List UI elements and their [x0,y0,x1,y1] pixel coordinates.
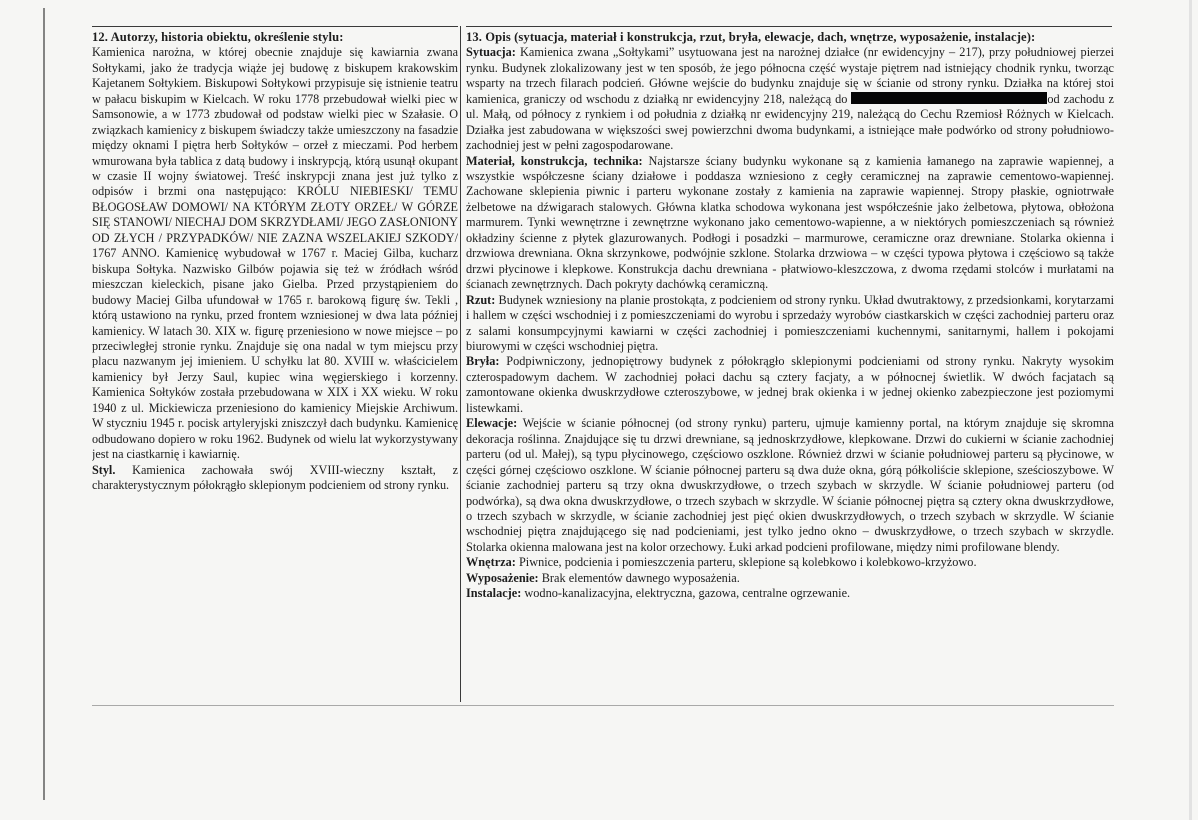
wyposazenie-text: Brak elementów dawnego wyposażenia. [541,570,740,585]
column-top-rule [92,26,458,27]
elewacje-paragraph [466,416,1114,555]
sytuacja-text-2: od zachodu z ul. Małą, od północy z rynkiem i od południa z działką nr ewidencyjny 219, należącą do Cechu Rzemiosł Różnych w Kielcach. Działka jest zabudowana w większości swej powierzchni dwoma budynkami, a istniejące małe podwórko od strony południowo-zachodniej jest w pełni zagospodarowane. [466,91,1114,153]
section-13-column [466,26,1114,706]
wnetrza-label: Wnętrza: [466,555,516,570]
bryla-label: Bryła: [466,354,500,369]
column-divider [460,26,461,702]
history-paragraph [92,45,458,462]
document-sheet [92,26,1114,706]
instalacje-label: Instalacje: [466,586,522,601]
sytuacja-text-1: Kamienica zwana „Sołtykami” usytuowana jest na narożnej działce (nr ewidencyjny – 217), przy południowej pierzei rynku. Budynek zlokalizowany jest w ten sposób, że jego północna część wystaje piętrem nad istniejący chodnik rynku, tworząc wsparty na trzech filarach podcień. Główne wejście do budynku znajduje się w ścianie od strony rynku. Działka na której stoi kamienica, graniczy od wschodu z działką nr ewidencyjny 218, należącą do [466,45,1114,106]
wnetrza-paragraph [466,555,1114,570]
instalacje-text: wodno-kanalizacyjna, elektryczna, gazowa, centralne ogrzewanie. [524,586,851,601]
section-12-column [92,26,458,706]
elewacje-label: Elewacje: [466,416,518,431]
rzut-label: Rzut: [466,292,496,307]
scan-edge-left [43,8,45,800]
scan-edge-right [1189,0,1192,820]
style-text: Kamienica zachowała swój XVIII-wieczny kształt, z charakterystycznym półokrągło sklepionym podcieniem od strony rynku. [92,462,458,493]
bryla-text: Podpiwniczony, jednopiętrowy budynek z półokrągło sklepionymi podcieniami od strony rynku. Nakryty wysokim czterospadowym dachem. W zachodniej połaci dachu są cztery facjaty, a w północnej świetlik. W dwóch facjatach są zamontowane okienka dwuskrzydłowe czteroszybowe, w jednej brak okienka i w jednej okienko zabezpieczone jest poziomymi listewkami. [466,354,1114,415]
style-label: Styl. [92,462,116,477]
bryla-paragraph [466,354,1114,416]
wyposazenie-label: Wyposażenie: [466,570,539,585]
sytuacja-label: Sytuacja: [466,45,516,60]
redaction-bar [851,92,1047,104]
bottom-rule [92,705,1114,706]
wyposazenie-paragraph [466,571,1114,586]
material-paragraph [466,154,1114,293]
wnetrza-text: Piwnice, podcienia i pomieszczenia parteru, sklepione są kolebkowo i kolebkowo-krzyżowo. [518,555,977,570]
elewacje-text: Wejście w ścianie północnej (od strony rynku) parteru, ujmuje kamienny portal, na którym znajduje się skromna dekoracja roślinna. Znajdujące się tu drzwi drewniane, są jednoskrzydłowe, klepkowane. Drzwi do cukierni w ścianie zachodniej parteru (od ul. Małej), są typu płycinowego, częściowo oszklone. Również drzwi w ścianie południowej parteru są płycinowe, w części górnej częściowo oszklone. W ścianie północnej parteru są dwa duże okna, górą półkoliście sklepione, sześcioszybowe. W ścianie zachodniej parteru są trzy okna dwuskrzydłowe, o trzech szybach w skrzydle. W ścianie południowej parteru (od podwórka), są dwa okna dwuskrzydłowe, o trzech szybach w skrzydle. W ścianie północnej piętra są cztery okna dwuskrzydłowe, o trzech szybach w skrzydle, w ścianie zachodniej jest pięć okien dwuskrzydłowych, o trzech szybach w skrzydle. W ścianie wschodniej piętra znajdującego się nad podcieniami, jest tylko jedno okno – dwuskrzydłowe, o trzech szybach w skrzydle. Stolarka okienna malowana jest na kolor orzechowy. Łuki arkad podcieni profilowane, między nimi profilowane blendy. [466,416,1114,554]
section-12-heading: 12. Autorzy, historia obiektu, określenie stylu: [92,30,344,44]
sytuacja-paragraph [466,45,1114,153]
material-text: Najstarsze ściany budynku wykonane są z kamienia łamanego na zaprawie wapiennej, a wszystkie współczesne ściany działowe i poddasza wzniesiono z cegły ceramicznej na zaprawie cementowo-wapiennej. Zachowane sklepienia piwnic i parteru wykonane zostały z kamienia na zaprawie wapiennej. Stropy płaskie, ogniotrwałe żelbetowe na dźwigarach stalowych. Główna klatka schodowa wykonana jest współcześnie jako żelbetowa, płytowa, obłożona marmurem. Tynki wewnętrzne i zewnętrzne wykonano jako cementowo-wapienne, a w niektórych pomieszczeniach są również okładziny ścienne z płytek glazurowanych. Podłogi i posadzki – marmurowe, ceramiczne oraz drewniane. Stolarka okienna i drzwiowa drewniana. Okna skrzynkowe, podwójnie szklone. Stolarka drzwiowa – w części typowa płytowa i częściowo są także drzwi płycinowe i klepkowe. Konstrukcja dachu drewniana - płatwiowo-kleszczowa, z dwoma rzędami stolców i murłatami na ścianach zewnętrznych. Dach pokryty dachówką ceramiczną. [466,153,1114,292]
history-text: Kamienica narożna, w której obecnie znajduje się kawiarnia zwana Sołtykami, jako że tradycja wiąże jej budowę z biskupem krakowskim Kajetanem Sołtykiem. Biskupowi Sołtykowi przypisuje się istnienie teatru w pałacu biskupim w Kielcach. W roku 1778 przebudował wielki piec w Samsonowie, a w 1773 zbudował od podstaw wielki piec w Szałasie. O związkach kamienicy z biskupem świadczy także umieszczony na fasadzie między oknami I piętra herb Sołtyków – orzeł z mieczami. Pod herbem wmurowana była tablica z datą budowy i inskrypcją, którą usunął okupant w czasie II wojny światowej. Treść inskrypcji znana jest już tylko z odpisów i brzmi ona następująco: KRÓLU NIEBIESKI/ TEMU BŁOGOSŁAW DOMOWI/ NA KTÓRYM ZŁOTY ORZEŁ/ W GÓRZE SIĘ STANOWI/ NIECHAJ DOM SKRZYDŁAMI/ JEGO ZASŁONIONY OD ZŁYCH / PRZYPADKÓW/ NIE ZAZNA WSZELAKIEJ SZKODY/ 1767 ANNO. Kamienicę wybudował w 1767 r. Maciej Gilba, kucharz biskupa Sołtyka. Nazwisko Gilbów pojawia się też w źródłach wśród mieszczan kieleckich, pisane jako Gielba. Przed przystąpieniem do budowy Maciej Gilba ufundował w 1765 r. barokową figurę św. Tekli , którą ustawiono na rynku, przed frontem wzniesionej w dwa lata później kamienicy. W latach 30. XIX w. figurę przeniesiono w nowe miejsce – po przeciwległej stronie rynku. Znajduje się ona nadal w tym miejscu przy placu nazwanym jej imieniem. U schyłku lat 80. XVIII w. właścicielem kamienicy był Jerzy Saul, kupiec wina węgierskiego i korzenny. Kamienica Sołtyków została przebudowana w XIX i XX wieku. W roku 1940 z ul. Mickiewicza przeniesiono do kamienicy Miejskie Archiwum. W styczniu 1945 r. pocisk artyleryjski zniszczył dach budynku. Kamienicę odbudowano dopiero w roku 1962. Budynek od wielu lat wykorzystywany jest na ciastkarnię i kawiarnię. [92,45,458,462]
material-label: Materiał, konstrukcja, technika: [466,153,643,168]
style-paragraph [92,463,458,494]
rzut-text: Budynek wzniesiony na planie prostokąta, z podcieniem od strony rynku. Układ dwutraktowy, z przedsionkami, korytarzami i hallem w części wschodniej i z pomieszczeniami do wyrobu i sprzedaży wyrobów ciastkarskich w części zachodniej parteru oraz z salami konsumpcyjnymi kawiarni w części zachodniej i pomieszczeniami kuchennymi, sanitarnymi, hallem i pokojami biurowymi w części wschodniej piętra. [466,292,1114,354]
rzut-paragraph [466,293,1114,355]
section-13-heading: 13. Opis (sytuacja, materiał i konstrukcja, rzut, bryła, elewacje, dach, wnętrze, wyposażenie, instalacje): [466,30,1036,44]
instalacje-paragraph [466,586,1114,601]
column-top-rule [466,26,1112,27]
